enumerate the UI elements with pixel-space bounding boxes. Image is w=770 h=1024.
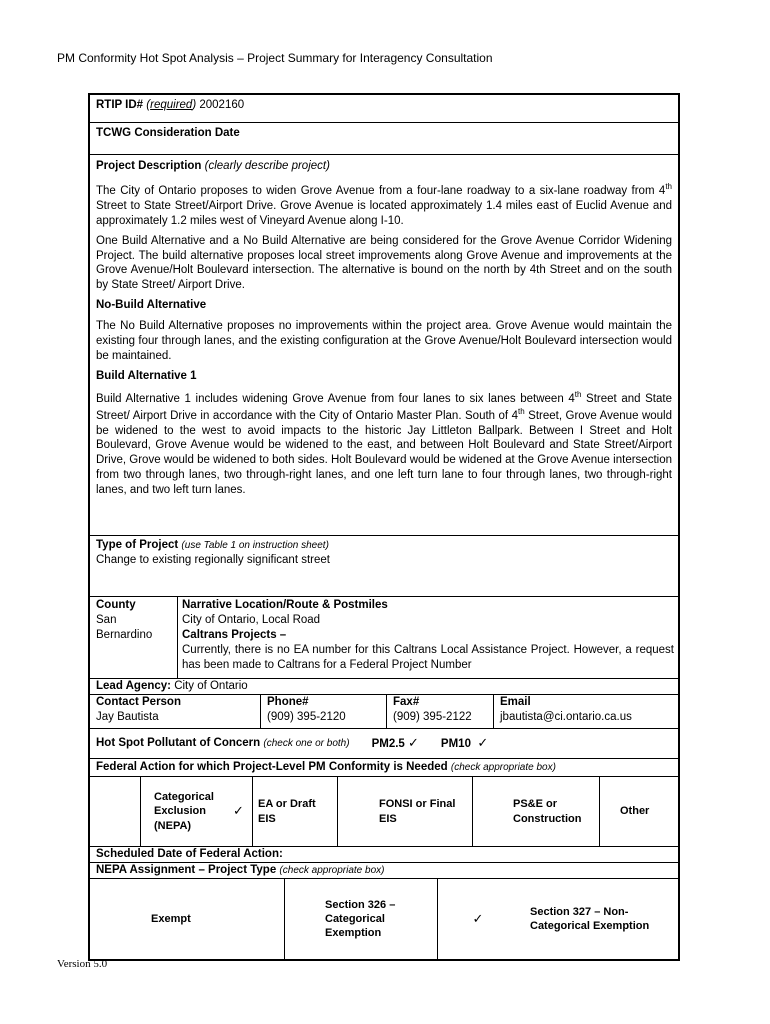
build-text: Build Alternative 1 includes widening Grove Avenue from four lanes to six lanes between 4th Street and State Street/ Airport Drive in accordance with the City of Ontario Master Plan. South of 4th Street, Grove Avenue would be widened to the west to avoid impacts to the historic Jay Littleton Ballpark. Between I Street and Holt Boulevard, Grove Avenue would be widened to the east, and between Holt Boulevard and State Street/Airport Drive, Grove would be widened to both sides. Holt Boulevard would be widened at the Grove Avenue intersection from two through lanes, two through-right lanes, and one left turn lane to four through lanes, two through-right lanes, and two left turn lanes.	[96, 390, 672, 497]
version-label: Version 5.0	[57, 958, 108, 970]
categorical-exclusion-check-icon: ✓	[233, 803, 244, 819]
hotspot-pollutant-row	[90, 729, 678, 759]
fax-value[interactable]: (909) 395-2122	[393, 711, 472, 723]
fax-label: Fax#	[393, 696, 420, 708]
scheduled-date-row	[90, 847, 678, 863]
narrative-value[interactable]: City of Ontario, Local Road	[182, 613, 321, 626]
ea-draft-eis-option[interactable]: EA or Draft EIS	[253, 777, 338, 846]
pse-construction-option[interactable]: PS&E or Construction	[473, 777, 600, 846]
project-type-value[interactable]: Change to existing regionally significant street	[96, 553, 330, 566]
nepa-hint: (check appropriate box)	[279, 865, 385, 876]
exempt-option[interactable]: Exempt	[90, 879, 285, 959]
tcwg-label: TCWG Consideration Date	[96, 127, 240, 139]
section-326-option[interactable]: Section 326 – Categorical Exemption	[285, 879, 438, 959]
caltrans-value[interactable]: Currently, there is no EA number for this Caltrans Local Assistance Project. However, a request has been made to Caltrans for a Federal Project Number	[182, 643, 674, 671]
page-header: PM Conformity Hot Spot Analysis – Project Summary for Interagency Consultation	[57, 51, 493, 65]
nepa-label: NEPA Assignment – Project Type	[96, 864, 277, 876]
lead-agency-value[interactable]: City of Ontario	[174, 680, 248, 692]
county-value-line2[interactable]: Bernardino	[96, 628, 153, 641]
caltrans-label: Caltrans Projects –	[182, 628, 287, 641]
county-label: County	[96, 599, 136, 611]
contact-person-cell	[90, 695, 261, 728]
description-hint: (clearly describe project)	[204, 160, 330, 172]
section-327-option[interactable]: Section 327 – Non-Categorical Exemption	[530, 905, 650, 932]
rtip-label: RTIP ID#	[96, 99, 144, 111]
lead-agency-row	[90, 679, 678, 695]
project-type-hint: (use Table 1 on instruction sheet)	[181, 540, 329, 551]
federal-action-hint: (check appropriate box)	[450, 762, 556, 773]
project-description	[90, 155, 678, 536]
description-label: Project Description	[96, 160, 202, 172]
section-327-check-icon: ✓	[472, 910, 484, 926]
email-value[interactable]: jbautista@ci.ontario.ca.us	[500, 711, 632, 723]
nepa-options	[90, 879, 678, 961]
phone-label: Phone#	[267, 696, 309, 708]
email-label: Email	[500, 696, 531, 708]
narrative-cell	[178, 597, 678, 678]
pm25-check-icon: ✓	[408, 735, 419, 751]
no-build-text: The No Build Alternative proposes no improvements within the project area. Grove Avenue would maintain the existing four through lanes, and the existing configuration at the Grove Avenue/Holt Boulevard intersection would be maintained.	[96, 320, 672, 363]
contact-person-value[interactable]: Jay Bautista	[96, 711, 159, 723]
pm25-option[interactable]: PM2.5 ✓	[371, 735, 419, 751]
phone-cell	[261, 695, 387, 728]
description-paragraph-2: One Build Alternative and a No Build Alternative are being considered for the Grove Avenue Corridor Widening Project. The build alternative proposes local street improvements along Grove Avenue and improvements at the Grove Avenue/Holt Boulevard intersection. The alternative is bound on the north by 4th Street and on the south by State Street/ Airport Drive.	[96, 234, 672, 292]
contact-person-label: Contact Person	[96, 696, 181, 708]
federal-action-options	[90, 777, 678, 847]
build-title: Build Alternative 1	[96, 370, 197, 383]
rtip-value[interactable]: 2002160	[199, 99, 245, 111]
project-type-label: Type of Project	[96, 539, 179, 551]
pm10-option[interactable]: PM10 ✓	[440, 735, 489, 751]
contact-row	[90, 695, 678, 729]
no-build-title: No-Build Alternative	[96, 299, 207, 312]
fax-cell	[387, 695, 494, 728]
description-paragraph-1: The City of Ontario proposes to widen Grove Avenue from a four-lane roadway to a six-lane roadway from 4th Street to State Street/Airport Drive. Grove Avenue is located approximately 1.4 miles east of Euclid Avenue and approximately 1.2 miles west of Vineyard Avenue along I-10.	[96, 181, 672, 227]
pm10-check-icon: ✓	[477, 735, 489, 751]
project-summary-form	[88, 93, 680, 961]
scheduled-date-label: Scheduled Date of Federal Action:	[96, 848, 283, 860]
federal-action-header	[90, 759, 678, 777]
lead-agency-label: Lead Agency:	[96, 680, 171, 692]
other-option[interactable]: Other	[620, 805, 650, 818]
phone-value[interactable]: (909) 395-2120	[267, 711, 346, 723]
rtip-row: RTIP ID# (required) 2002160	[90, 95, 678, 123]
type-of-project	[90, 536, 678, 597]
email-cell	[494, 695, 678, 728]
hotspot-hint: (check one or both)	[263, 738, 350, 749]
narrative-label: Narrative Location/Route & Postmiles	[182, 599, 388, 611]
nepa-assignment-header	[90, 863, 678, 879]
hotspot-label: Hot Spot Pollutant of Concern	[96, 737, 261, 750]
fonsi-final-eis-option[interactable]: FONSI or Final EIS	[338, 777, 473, 846]
rtip-required: required	[150, 99, 193, 111]
county-cell	[90, 597, 178, 678]
county-value-line1[interactable]: San	[96, 613, 117, 626]
categorical-exclusion-option[interactable]: Categorical Exclusion (NEPA)	[154, 791, 214, 832]
tcwg-row	[90, 123, 678, 155]
county-location-row	[90, 597, 678, 679]
federal-action-label: Federal Action for which Project-Level PM Conformity is Needed	[96, 761, 448, 773]
